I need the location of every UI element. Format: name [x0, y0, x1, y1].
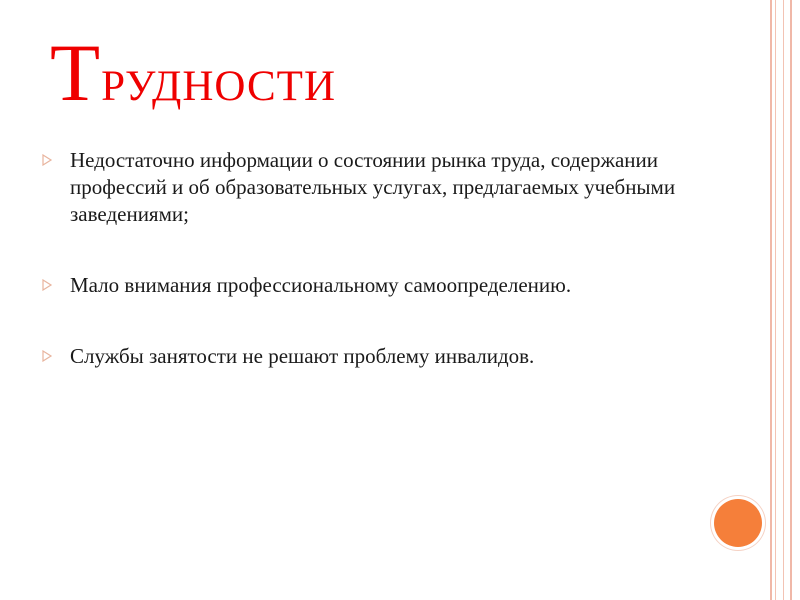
bullet-list [40, 147, 730, 414]
bullet-text: Мало внимания профессиональному самоопределению. [70, 273, 572, 297]
decorative-stripe [783, 0, 784, 600]
decorative-stripe [770, 0, 772, 600]
bullet-item [40, 272, 730, 299]
orange-circle-decoration [714, 499, 762, 547]
bullet-text: Недостаточно информации о состоянии рынка труда, содержании профессий и об образовательных услугах, предлагаемых учебными заведениями; [70, 148, 676, 226]
slide-title-rest: рудности [101, 46, 336, 114]
bullet-item [40, 147, 730, 228]
slide-title-first-letter: Т [50, 27, 102, 118]
bullet-icon [42, 154, 53, 166]
slide-title [50, 18, 336, 135]
bullet-item [40, 343, 730, 370]
decorative-stripe [775, 0, 776, 600]
bullet-icon [42, 279, 53, 291]
decorative-stripe [790, 0, 792, 600]
bullet-icon [42, 350, 53, 362]
bullet-text: Службы занятости не решают проблему инвалидов. [70, 344, 535, 368]
